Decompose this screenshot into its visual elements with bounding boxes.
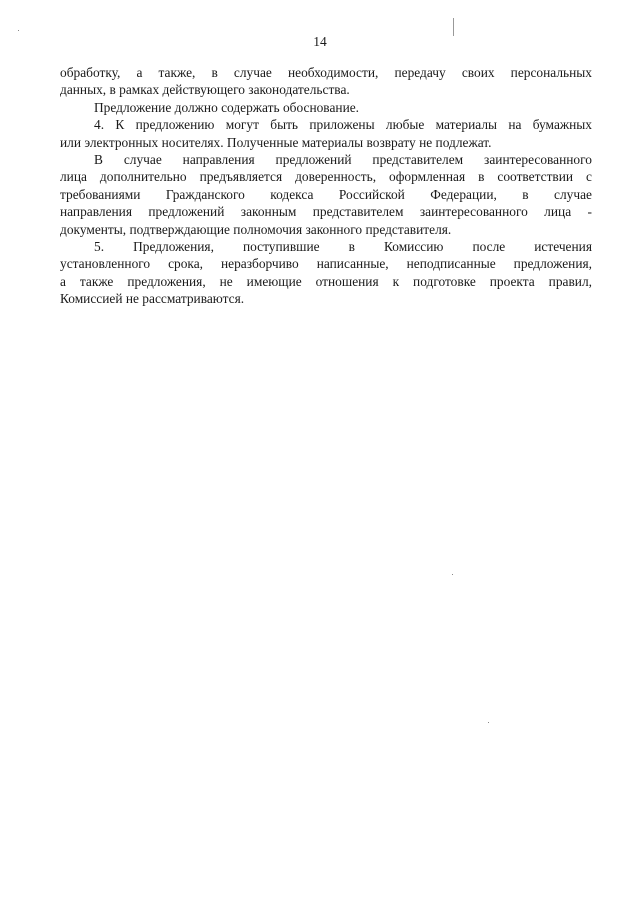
text-line: данных, в рамках действующего законодательства.: [60, 82, 350, 98]
text-line: установленного срока, неразборчиво написанные, неподписанные предложения,: [60, 256, 592, 272]
text-line: документы, подтверждающие полномочия законного представителя.: [60, 221, 452, 237]
text-line: лица дополнительно предъявляется доверенность, оформленная в соответствии с: [60, 169, 592, 185]
paragraph: [60, 238, 592, 308]
text-line: или электронных носителях. Полученные материалы возврату не подлежат.: [60, 134, 492, 150]
text-line: 4. К предложению могут быть приложены любые материалы на бумажных: [94, 117, 592, 133]
document-body: [60, 64, 592, 308]
text-line: 5. Предложения, поступившие в Комиссию после истечения: [94, 239, 592, 255]
paragraph: [60, 64, 592, 99]
text-line: обработку, а также, в случае необходимости, передачу своих персональных: [60, 65, 592, 80]
paragraph: [60, 99, 592, 116]
text-line: требованиями Гражданского кодекса Российской Федерации, в случае: [60, 186, 592, 202]
scan-artifact: [18, 30, 19, 31]
text-line: направления предложений законным представителем заинтересованного лица -: [60, 204, 592, 220]
scan-artifact: [488, 722, 489, 723]
paragraph: [60, 116, 592, 151]
text-line: а также предложения, не имеющие отношения к подготовке проекта правил,: [60, 273, 592, 289]
text-line: Предложение должно содержать обоснование.: [94, 99, 360, 115]
text-line: Комиссией не рассматриваются.: [60, 291, 245, 307]
text-line: В случае направления предложений представителем заинтересованного: [94, 152, 592, 168]
scan-artifact: [452, 574, 453, 575]
page-number: 14: [313, 34, 327, 49]
paragraph: [60, 151, 592, 238]
